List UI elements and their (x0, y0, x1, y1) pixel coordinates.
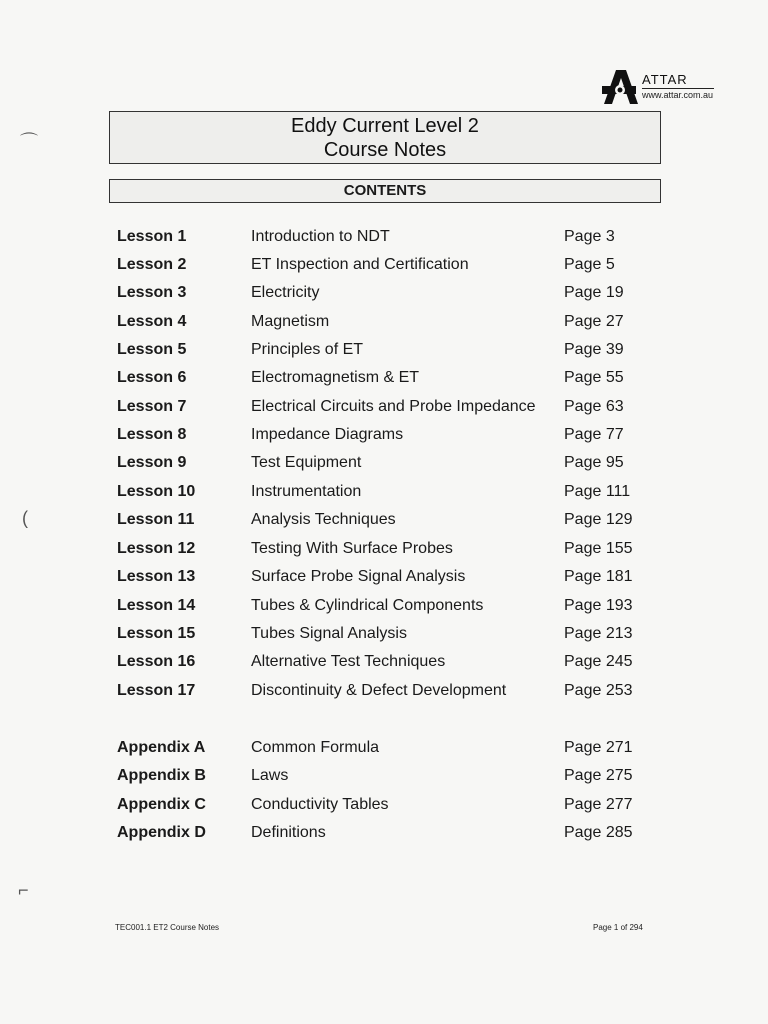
toc-page: Page 3 (564, 228, 615, 245)
toc-label: Appendix D (117, 824, 206, 841)
toc-title: Electrical Circuits and Probe Impedance (251, 398, 536, 415)
toc-label: Appendix B (117, 767, 206, 784)
punch-hole-mark: ( (22, 508, 28, 528)
toc-label: Lesson 10 (117, 483, 196, 500)
footer-page-number: Page 1 of 294 (593, 923, 643, 932)
toc-label: Lesson 15 (117, 625, 196, 642)
toc-row (0, 228, 768, 254)
attar-logo (600, 68, 720, 108)
toc-page: Page 95 (564, 454, 624, 471)
toc-page: Page 55 (564, 369, 624, 386)
toc-title: Discontinuity & Defect Development (251, 682, 507, 699)
toc-page: Page 285 (564, 824, 633, 841)
punch-hole-mark: ⌒ (20, 132, 38, 152)
toc-page: Page 193 (564, 597, 633, 614)
toc-row (0, 824, 768, 850)
toc-row (0, 597, 768, 623)
toc-label: Appendix A (117, 739, 206, 756)
toc-label: Appendix C (117, 796, 206, 813)
toc-title: Introduction to NDT (251, 228, 390, 245)
toc-page: Page 155 (564, 540, 633, 557)
toc-page: Page 213 (564, 625, 633, 642)
toc-title: Electricity (251, 284, 320, 301)
footer-doc-id: TEC001.1 ET2 Course Notes (115, 923, 220, 932)
toc-row (0, 256, 768, 282)
toc-title: Tubes & Cylindrical Components (251, 597, 484, 614)
toc-row (0, 739, 768, 765)
toc-row (0, 682, 768, 708)
toc-label: Lesson 2 (117, 256, 187, 273)
toc-title: Magnetism (251, 313, 330, 330)
toc-page: Page 19 (564, 284, 624, 301)
punch-hole-mark: ⌐ (18, 880, 29, 900)
toc-title: Principles of ET (251, 341, 364, 358)
toc-title: Analysis Techniques (251, 511, 396, 528)
toc-row (0, 568, 768, 594)
document-title-line-1: Eddy Current Level 2 (291, 115, 479, 137)
contents-heading-box (109, 179, 661, 203)
toc-title: Tubes Signal Analysis (251, 625, 407, 642)
toc-page: Page 111 (564, 483, 631, 500)
toc-title: Surface Probe Signal Analysis (251, 568, 466, 585)
toc-row (0, 398, 768, 424)
contents-heading: CONTENTS (343, 182, 427, 199)
toc-label: Lesson 17 (117, 682, 196, 699)
toc-title: Common Formula (251, 739, 380, 756)
toc-label: Lesson 3 (117, 284, 187, 301)
attar-logo-icon (600, 68, 640, 106)
toc-title: Test Equipment (251, 454, 362, 471)
toc-title: Impedance Diagrams (251, 426, 404, 443)
toc-label: Lesson 7 (117, 398, 187, 415)
toc-page: Page 63 (564, 398, 624, 415)
toc-page: Page 5 (564, 256, 615, 273)
toc-page: Page 253 (564, 682, 633, 699)
toc-row (0, 653, 768, 679)
toc-row (0, 625, 768, 651)
toc-label: Lesson 13 (117, 568, 196, 585)
title-box (109, 111, 661, 164)
toc-row (0, 767, 768, 793)
toc-page: Page 181 (564, 568, 633, 585)
toc-row (0, 511, 768, 537)
toc-row (0, 540, 768, 566)
toc-page: Page 39 (564, 341, 624, 358)
document-title-line-2: Course Notes (323, 139, 447, 161)
toc-page: Page 245 (564, 653, 633, 670)
toc-row (0, 483, 768, 509)
toc-label: Lesson 6 (117, 369, 187, 386)
toc-row (0, 369, 768, 395)
toc-title: ET Inspection and Certification (251, 256, 469, 273)
toc-title: Testing With Surface Probes (251, 540, 453, 557)
logo-divider (642, 88, 714, 89)
toc-page: Page 129 (564, 511, 633, 528)
toc-row (0, 454, 768, 480)
toc-title: Instrumentation (251, 483, 362, 500)
toc-label: Lesson 11 (117, 511, 195, 528)
logo-name: ATTAR (642, 72, 688, 87)
toc-page: Page 27 (564, 313, 624, 330)
toc-title: Alternative Test Techniques (251, 653, 446, 670)
toc-row (0, 426, 768, 452)
toc-label: Lesson 14 (117, 597, 196, 614)
toc-label: Lesson 12 (117, 540, 196, 557)
toc-row (0, 313, 768, 339)
toc-label: Lesson 1 (117, 228, 187, 245)
toc-label: Lesson 4 (117, 313, 187, 330)
toc-page: Page 277 (564, 796, 633, 813)
toc-label: Lesson 8 (117, 426, 187, 443)
toc-row (0, 796, 768, 822)
toc-page: Page 275 (564, 767, 633, 784)
toc-title: Laws (251, 767, 289, 784)
toc-page: Page 271 (564, 739, 633, 756)
toc-title: Electromagnetism & ET (251, 369, 420, 386)
toc-title: Conductivity Tables (251, 796, 389, 813)
toc-label: Lesson 16 (117, 653, 196, 670)
toc-label: Lesson 5 (117, 341, 187, 358)
logo-url: www.attar.com.au (642, 90, 714, 100)
toc-label: Lesson 9 (117, 454, 187, 471)
toc-row (0, 284, 768, 310)
toc-row (0, 341, 768, 367)
toc-title: Definitions (251, 824, 326, 841)
toc-page: Page 77 (564, 426, 624, 443)
